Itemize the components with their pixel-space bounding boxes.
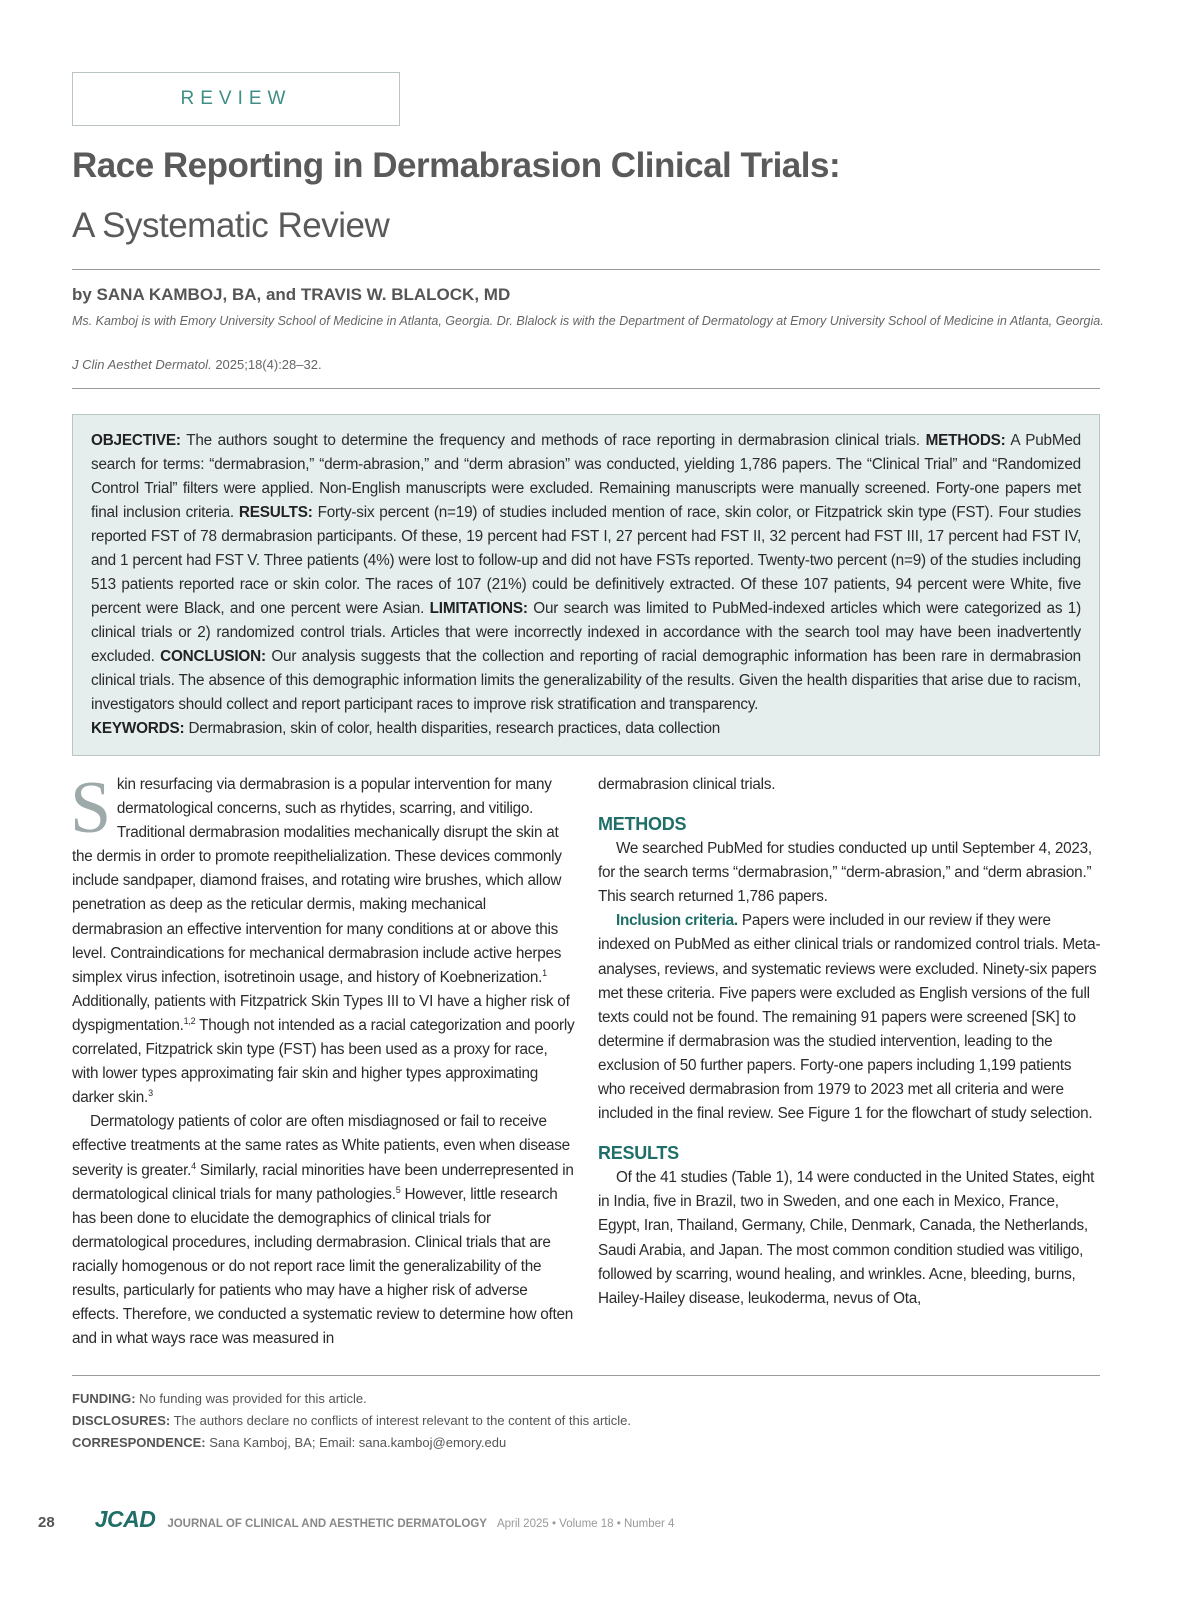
body-paragraph bbox=[70, 767, 576, 1110]
disclosures-note bbox=[72, 1410, 631, 1432]
methods-heading: METHODS bbox=[598, 814, 687, 835]
journal-name: JOURNAL OF CLINICAL AND AESTHETIC DERMATOLOGY bbox=[167, 1518, 487, 1530]
reference-link[interactable]: 4 bbox=[191, 1160, 196, 1171]
journal-logo: JCAD bbox=[94, 1506, 156, 1532]
inclusion-text: Papers were included in our review if they were indexed on PubMed as either clinical trials or randomized control trials. Meta-analyses, reviews, and systematic reviews were excluded. Ninety-six papers met these criteria. Five papers were excluded as English versions of the full texts could not be found. The remaining 91 papers were screened [SK] to determine if dermabrasion was the studied intervention, leading to the exclusion of 50 further papers. Forty-one papers including 1,199 patients who received dermabrasion from 1979 to 2023 met all criteria and were included in the final review. See Figure 1 for the flowchart of study selection. bbox=[598, 912, 1101, 1123]
limitations-text: Our search was limited to PubMed-indexed articles which were categorized as 1) clinical trials or 2) randomized control trials. Articles that were incorrectly indexed in accordance with the search tool may have been inadvertently excluded. bbox=[91, 600, 1082, 665]
inclusion-paragraph bbox=[598, 909, 1102, 1126]
section-label: REVIEW bbox=[72, 72, 400, 126]
article-title-line2: A Systematic Review bbox=[72, 206, 390, 245]
results-paragraph: Of the 41 studies (Table 1), 14 were conducted in the United States, eight in India, five in Brazil, two in Sweden, and one each in Mexico, France, Egypt, Iran, Thailand, Germany, Chile, Denmark, Canada, the Netherlands, Saudi Arabia, and Japan. The most common condition studied was vitiligo, followed by scarring, wound healing, and wrinkles. Acne, bleeding, burns, Hailey-Hailey disease, leukoderma, nevus of Ota, bbox=[598, 1169, 1095, 1307]
conclusion-text: Our analysis suggests that the collection and reporting of racial demographic information has been rare in dermabrasion clinical trials. The absence of this demographic information limits the generalizability of the results. Given the health disparities that arise due to racism, investigators should collect and report participant races to improve risk stratification and transparency. bbox=[91, 648, 1081, 713]
funding-note bbox=[72, 1388, 631, 1410]
funding-label: FUNDING: bbox=[72, 1391, 136, 1406]
body-text: Similarly, racial minorities have been underrepresented in dermatological clinical trials for many pathologies. bbox=[72, 1161, 574, 1203]
article-title-line1: Race Reporting in Dermabrasion Clinical Trials: bbox=[72, 146, 841, 185]
body-text: kin resurfacing via dermabrasion is a popular intervention for many dermatological concerns, such as rhytides, scarring, and vitiligo. Traditional dermabrasion modalities mechanically disrupt the skin at the dermis in order to promote reepithelialization. These devices commonly include sandpaper, diamond fraises, and rotating wire brushes, which allow penetration as deep as the reticular dermis, making mechanical dermabrasion an effective intervention for many conditions at or above this level. Contraindications for mechanical dermabrasion include active herpes simplex virus infection, isotretinoin usage, and history of Koebnerization. bbox=[72, 776, 562, 986]
conclusion-label: CONCLUSION: bbox=[160, 648, 266, 665]
keywords-label: KEYWORDS: bbox=[91, 720, 185, 737]
results-text: Forty-six percent (n=19) of studies included mention of race, skin color, or Fitzpatrick skin type (FST). Four studies reported FST of 78 dermabrasion participants. Of these, 19 percent had FST I, 27 percent had FST II, 32 percent had FST III, 17 percent had FST IV, and 1 percent had FST V. Three patients (4%) were lost to follow-up and did not have FSTs reported. Twenty-two percent (n=9) of the studies including 513 patients reported race or skin color. The races of 107 (21%) could be definitively extracted. Of these 107 patients, 94 percent were White, five percent were Black, and one percent were Asian. bbox=[91, 504, 1081, 617]
objective-text: The authors sought to determine the frequency and methods of race reporting in dermabrasion clinical trials. bbox=[186, 432, 920, 449]
drop-cap: S bbox=[70, 767, 111, 849]
reference-link[interactable]: 1 bbox=[542, 967, 547, 978]
citation-journal: J Clin Aesthet Dermatol. bbox=[72, 357, 212, 372]
disclosures-label: DISCLOSURES: bbox=[72, 1413, 171, 1428]
page-footer bbox=[38, 1506, 674, 1533]
body-text: Dermatology patients of color are often misdiagnosed or fail to receive effective treatments at the same rates as White patients, even when disease severity is greater. bbox=[72, 1113, 570, 1179]
footnotes bbox=[72, 1388, 631, 1454]
author-affiliation: Ms. Kamboj is with Emory University School of Medicine in Atlanta, Georgia. Dr. Blalock is with the Department of Dermatology at Emory University School of Medicine in Atlanta, Georgia. bbox=[72, 314, 1104, 328]
reference-link[interactable]: 5 bbox=[395, 1184, 401, 1195]
body-column-left bbox=[70, 767, 576, 1351]
divider bbox=[72, 269, 1100, 270]
keywords-text: Dermabrasion, skin of color, health disparities, research practices, data collection bbox=[188, 720, 721, 737]
correspondence-text: Sana Kamboj, BA; Email: sana.kamboj@emory.edu bbox=[205, 1435, 507, 1450]
citation bbox=[72, 357, 322, 372]
page-number: 28 bbox=[38, 1514, 55, 1531]
body-paragraph-continued: dermabrasion clinical trials. bbox=[598, 776, 776, 793]
methods-paragraph: We searched PubMed for studies conducted up until September 4, 2023, for the search terms “dermabrasion,” “derm-abrasion,” and “derm abrasion.” This search returned 1,786 papers. bbox=[598, 840, 1092, 906]
methods-text: A PubMed search for terms: “dermabrasion,” “derm-abrasion,” and “derm abrasion” was conducted, yielding 1,786 papers. The “Clinical Trial” and “Randomized Control Trial” filters were applied. Non-English manuscripts were excluded. Remaining manuscripts were manually screened. Forty-one papers met final inclusion criteria. bbox=[91, 432, 1081, 521]
methods-label: METHODS: bbox=[925, 432, 1006, 449]
footnote-divider bbox=[72, 1375, 1100, 1376]
divider bbox=[72, 388, 1100, 389]
results-label: RESULTS: bbox=[238, 504, 313, 521]
correspondence-label: CORRESPONDENCE: bbox=[72, 1435, 206, 1450]
body-text: Though not intended as a racial categorization and poorly correlated, Fitzpatrick skin type (FST) has been used as a proxy for race, with lower types approximating fair skin and higher types approximating darker skin. bbox=[72, 1016, 575, 1107]
results-heading: RESULTS bbox=[598, 1143, 679, 1164]
reference-link[interactable]: 3 bbox=[148, 1088, 153, 1099]
body-paragraph bbox=[72, 1110, 576, 1351]
inclusion-criteria-heading: Inclusion criteria. bbox=[616, 912, 738, 930]
abstract-box bbox=[72, 414, 1100, 756]
objective-label: OBJECTIVE: bbox=[91, 432, 181, 449]
funding-text: No funding was provided for this article. bbox=[135, 1391, 367, 1406]
reference-link[interactable]: 1,2 bbox=[183, 1015, 196, 1026]
disclosures-text: The authors declare no conflicts of interest relevant to the content of this article. bbox=[170, 1413, 632, 1428]
limitations-label: LIMITATIONS: bbox=[429, 600, 528, 617]
body-text: Additionally, patients with Fitzpatrick Skin Types III to VI have a higher risk of dyspigmentation. bbox=[72, 992, 570, 1034]
issue-info: April 2025 • Volume 18 • Number 4 bbox=[496, 1518, 675, 1530]
author-byline: by SANA KAMBOJ, BA, and TRAVIS W. BLALOCK, MD bbox=[72, 285, 511, 304]
correspondence-note bbox=[72, 1432, 631, 1454]
body-text: However, little research has been done to elucidate the demographics of clinical trials for dermatological procedures, including dermabrasion. Clinical trials that are racially homogenous or do not report race limit the generalizability of the results, particularly for patients who may have a higher risk of adverse effects. Therefore, we conducted a systematic review to determine how often and in what ways race was measured in bbox=[72, 1185, 574, 1348]
citation-details: 2025;18(4):28–32. bbox=[215, 357, 322, 372]
body-column-right bbox=[598, 773, 1102, 1311]
